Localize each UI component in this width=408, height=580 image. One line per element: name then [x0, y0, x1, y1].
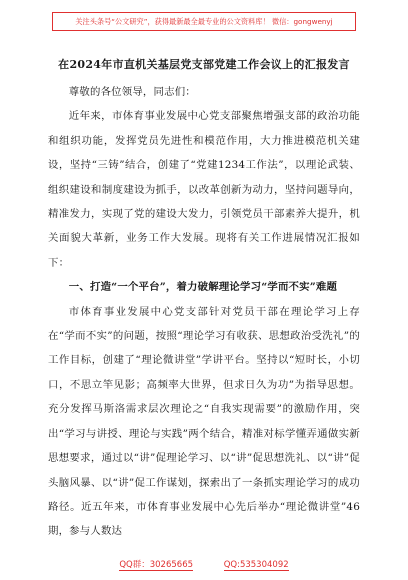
- document-title: 在2024年市直机关基层党支部党建工作会议上的汇报发言: [58, 58, 350, 71]
- section-heading: 一、打造“一个平台”，着力破解理论学习“学而不实”难题: [68, 281, 338, 294]
- header-banner: 关注头条号“公文研究”，获得最新最全最专业的公文资料库！ 微信：gongwenyj: [52, 12, 356, 31]
- footer-qq-number: QQ:535304092: [223, 560, 289, 570]
- paragraph-section-1: 市体育事业发展中心党支部针对党员干部在理论学习上存在“学而不实”的问题，按照“理论学习有收获、思想政治受洗礼”的工作目标，创建了“理论微讲堂”学讲平台。坚持以“短时长，小切口，不思立竿见影；高频率大世界，但求日久为功”为指导思想。充分发挥马斯洛需求层次理论之“自我实现需要”的激励作用，突出“学习与讲授、理论与实践”两个结合，精准对标学懂弄通做实新思想要求，通过以“讲”促理论学习、以“讲”促思想洗礼、以“讲”促头脑风暴、以“讲”促工作谋划，探索出了一条抓实理论学习的成功路径。近五年来，市体育事业发展中心先后举办“理论微讲堂”46期，参与人数达: [48, 305, 360, 538]
- document-body: [48, 80, 360, 544]
- paragraph-greeting: 尊敬的各位领导，同志们：: [68, 86, 196, 98]
- paragraph-intro: 近年来，市体育事业发展中心党支部聚焦增强支部的政治功能和组织功能，发挥党员先进性和模范作用，大力推进模范机关建设，坚持“三铸”结合，创建了“党建1234工作法”，以理论武装、组织建设和制度建设为抓手，以改革创新为动力，坚持问题导向，精准发力，实现了党的建设大发力，引领党员干部素养大提升，机关面貌大革新，业务工作大发展。现将有关工作进展情况汇报如下：: [48, 110, 360, 269]
- footer-qq-group: QQ群：30265665: [119, 560, 194, 570]
- footer-contacts: [0, 558, 408, 570]
